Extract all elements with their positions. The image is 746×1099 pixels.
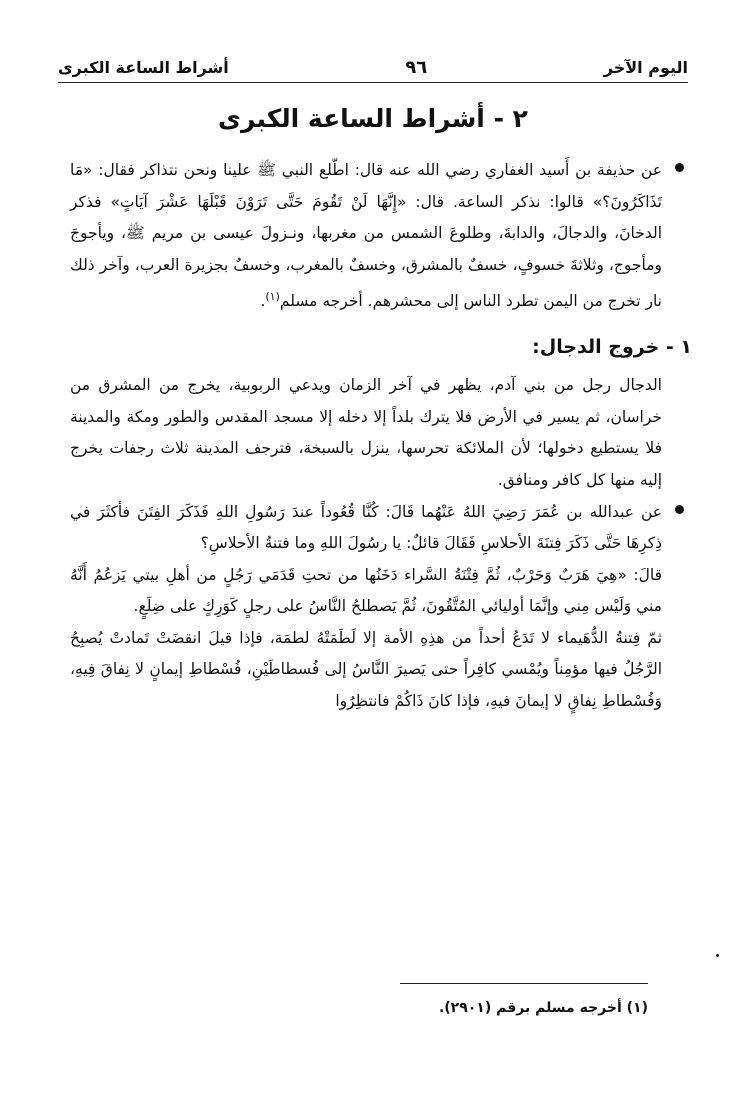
bullet-icon: [675, 505, 684, 514]
chapter-title: ٢ - أشراط الساعة الكبرى: [218, 104, 528, 133]
page-body: [70, 155, 692, 718]
page-header: [58, 52, 688, 83]
footnote-divider: [400, 983, 648, 984]
hadith-paragraph-2: [70, 497, 662, 560]
footnote-ref: (١): [265, 290, 280, 304]
bullet-icon: [675, 163, 684, 172]
page-number: ٩٦: [405, 56, 428, 78]
header-chapter-title: أشراط الساعة الكبرى: [58, 57, 229, 77]
header-book-title: اليوم الآخر: [603, 57, 688, 77]
hadith-2-intro: عن عبدالله بن عُمَرَ رَضِيَ اللهُ عَنْهُما قَالَ: كُنَّا قُعُوداً عندَ رَسُولِ اللهِ فَذَكَرَ الفِتَنَ فأكثَرَ في ذِكرِهَا حَتَّى ذَكَرَ فِتنَةَ الأحلاسِ فَقَالَ قائلٌ: يا رسُولَ اللهِ وما فتنةُ الأحلاسِ؟: [70, 502, 662, 553]
hadith-1-text: عن حذيفة بن أَسيد الغفاري رضي الله عنه قال: اطّلع النبي ﷺ علينا ونحن نتذاكر فقال: «مَا تَذَاكَرُونَ؟» قالوا: نذكر الساعة. قال: «إِنَّهَا لَنْ تَقُومَ حَتَّى تَرَوْنَ قَبْلَهَا عَشْرَ آيَاتٍ» فذكر الدخانَ، والدجالَ، والدابةَ، وطلوعَ الشمس من مغربها، ونـزولَ عيسى بن مريم ﷺ، ويأجوجَ ومأجوج، وثلاثةَ خسوفٍ، خسفٌ بالمشرق، وخسفٌ بالمغرب، وخسفٌ بجزيرة العرب، وآخر ذلك نار تخرج من اليمن تطرد الناس إلى محشرهم. أخرجه مسلم: [70, 161, 662, 311]
section-heading-dajjal: ١ - خروج الدجال:: [532, 336, 692, 359]
hadith-paragraph-1: عن حذيفة بن أَسيد الغفاري رضي الله عنه قال: اطّلع النبي ﷺ علينا ونحن نتذاكر فقال: «مَا تَذَاكَرُونَ؟» قالوا: نذكر الساعة. قال: «إِنَّهَا لَنْ تَقُومَ حَتَّى تَرَوْنَ قَبْلَهَا عَشْرَ آيَاتٍ» فذكر الدخانَ، والدجالَ، والدابةَ، وطلوعَ الشمس من مغربها، ونـزولَ عيسى بن مريم ﷺ، ويأجوجَ ومأجوج، وثلاثةَ خسوفٍ، خسفٌ بالمشرق، وخسفٌ بالمغرب، وخسفٌ بجزيرة العرب، وآخر ذلك نار تخرج من اليمن تطرد الناس إلى محشرهم. أخرجه مسلم$^{(١)}$.: [70, 155, 662, 318]
footnote: (١) أخرجه مسلم برقم (٢٩٠١).: [438, 1000, 648, 1016]
stray-mark: [716, 954, 719, 957]
hadith-2-continuation: ثمّ فِتنةُ الدُّهَيماء لا تَدَعُ أحداً من هذِهِ الأمة إلا لَطَمَتْهُ لطمَة، فإذا قيلَ انقضَتْ تَمادتْ يُصبِحُ الرَّجُلُ فيها مؤمِناً ويُمْسي كافِراً حتى يَصيرَ النَّاسُ إلى فُسطاطَيْنِ، فُسْطاطِ إيمانٍ لا نِفاقَ فِيهِ، وَفُسْطاطِ نِفاقٍ لا إيمانَ فيهِ، فإذا كانَ ذَاكُمْ فانتظِرُوا: [70, 628, 662, 711]
dajjal-description: الدجال رجل من بني آدم، يظهر في آخر الزمان ويدعي الربوبية، يخرج من المشرق من خراسان، ثم يسير في الأرض فلا يترك بلداً إلا دخله إلا مسجد المقدس والطور ومكة والمدينة فلا يستطيع دخولها؛ لأن الملائكة تحرسها، ينزل بالسبخة، فترجف المدينة ثلاث رجفات يخرج إليه منها كل كافر ومنافق.: [70, 376, 662, 489]
hadith-2-answer: قالَ: «هِيَ هَرَبٌ وَحَرْبٌ، ثُمَّ فِتْنَةُ السَّراء دَخَنُها من تحتِ قَدَمَي رَجُلٍ من أهلِ بيتي يَزعُمُ أَنَّهُ مني وَلَيْس مِني وإنَّمَا أوليائي المُتَّقُونَ، ثُمَّ يَصطلحُ النَّاسُ على رجلٍ كَوَرِكٍ على ضِلَعٍ.: [70, 565, 662, 616]
